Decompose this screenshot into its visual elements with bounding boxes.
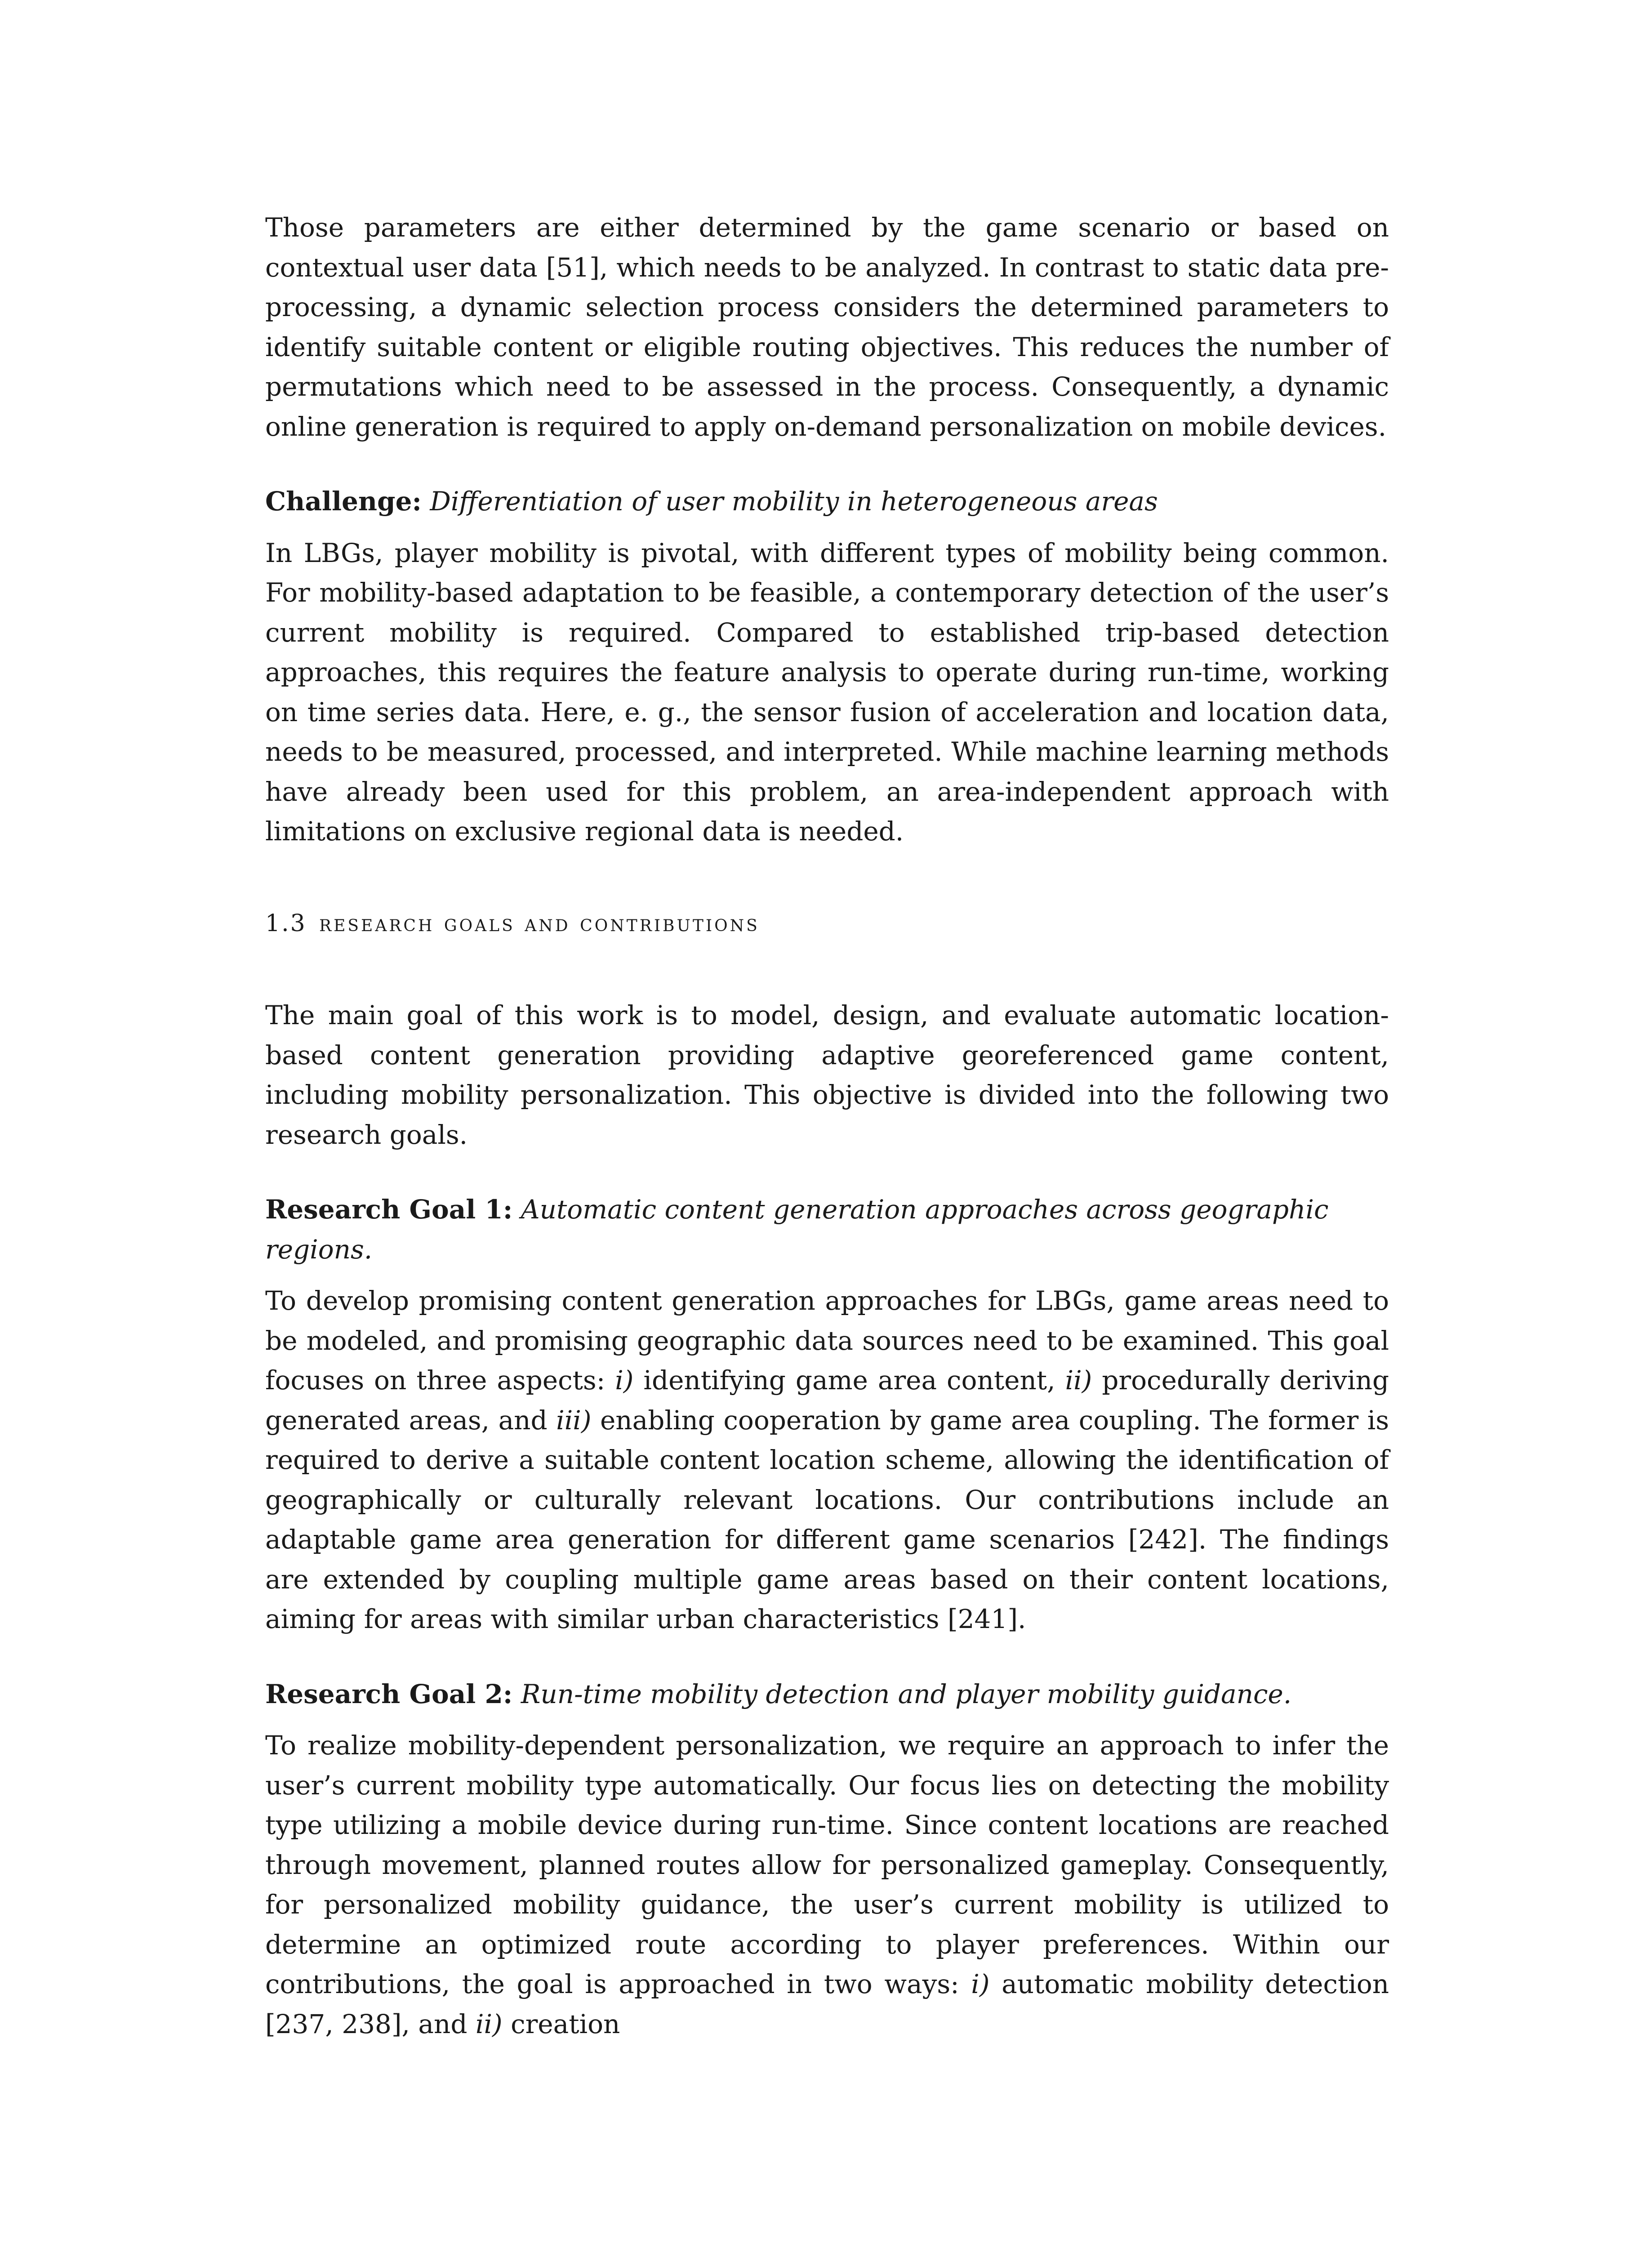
paragraph-parameters: Those parameters are either determined by the game scenario or based on contextual user data [51], which needs to be analyzed. In contrast to static data pre-processing, a dynamic selection process considers the determined parameters to identify suitable content or eligible routing objectives. This reduces the number of permutations which need to be assessed in the process. Consequently, a dynamic online generation is required to apply on-demand personalization on mobile devices. [265,212,1389,442]
section-heading [265,904,1389,944]
paragraph-main-goal: The main goal of this work is to model, design, and evaluate automatic location-based content generation providing adaptive georeferenced game content, including mobility personalization. This objective is divided into the following two research goals. [265,1000,1389,1150]
goal2-title: Run-time mobility detection and player mobility guidance. [521,1678,1292,1709]
goal1-text-2: identifying game area content, [633,1365,1065,1396]
goal1-text-1: To develop promising content generation approaches for LBGs, game areas need to be modeled, and promising geographic data sources need to be examined. This goal focuses on three aspects: [265,1285,1389,1396]
section-title: research goals and contributions [319,910,760,937]
challenge-label: Challenge: [265,486,422,517]
goal1-marker-ii: ii) [1065,1365,1092,1396]
goal1-text-3: procedurally deriving generated areas, and [265,1365,1389,1436]
section-number: 1.3 [265,910,307,937]
goal1-marker-i: i) [615,1365,634,1396]
goal1-heading [265,1190,1389,1269]
goal2-marker-i: i) [971,1969,990,1999]
goal2-heading [265,1674,1389,1714]
challenge-heading [265,482,1389,522]
challenge-title: Differentiation of user mobility in heterogeneous areas [430,486,1158,517]
goal2-label: Research Goal 2: [265,1678,513,1709]
goal1-text-4: enabling cooperation by game area coupling. The former is required to derive a suitable content location scheme, allowing the identification of geographically or culturally relevant locations. Our contributions include an adaptable game area generation for different game scenarios [242]. The findings are extended by coupling multiple game areas based on their content locations, aiming for areas with similar urban characteristics [241]. [265,1405,1389,1634]
goal1-label: Research Goal 1: [265,1194,513,1225]
goal1-title: Automatic content generation approaches across geographic regions. [265,1194,1329,1265]
goal2-text-2: automatic mobility detection [237, 238], and [265,1969,1389,2039]
goal2-text-3: creation [502,2008,620,2039]
goal1-body [265,1281,1389,1639]
document-body [265,208,1389,2044]
goal2-body [265,1726,1389,2044]
challenge-body: In LBGs, player mobility is pivotal, with different types of mobility being common. For mobility-based adaptation to be feasible, a contemporary detection of the user’s current mobility is required. Compared to established trip-based detection approaches, this requires the feature analysis to operate during run-time, working on time series data. Here, e. g., the sensor fusion of acceleration and location data, needs to be measured, processed, and interpreted. While machine learning methods have already been used for this problem, an area-independent approach with limitations on exclusive regional data is needed. [265,537,1389,847]
goal2-marker-ii: ii) [475,2008,503,2039]
goal2-text-1: To realize mobility-dependent personalization, we require an approach to infer the user’s current mobility type automatically. Our focus lies on detecting the mobility type utilizing a mobile device during run-time. Since content locations are reached through movement, planned routes allow for personalized gameplay. Consequently, for personalized mobility guidance, the user’s current mobility is utilized to determine an optimized route according to player preferences. Within our contributions, the goal is approached in two ways: [265,1730,1389,1999]
goal1-marker-iii: iii) [556,1405,592,1436]
